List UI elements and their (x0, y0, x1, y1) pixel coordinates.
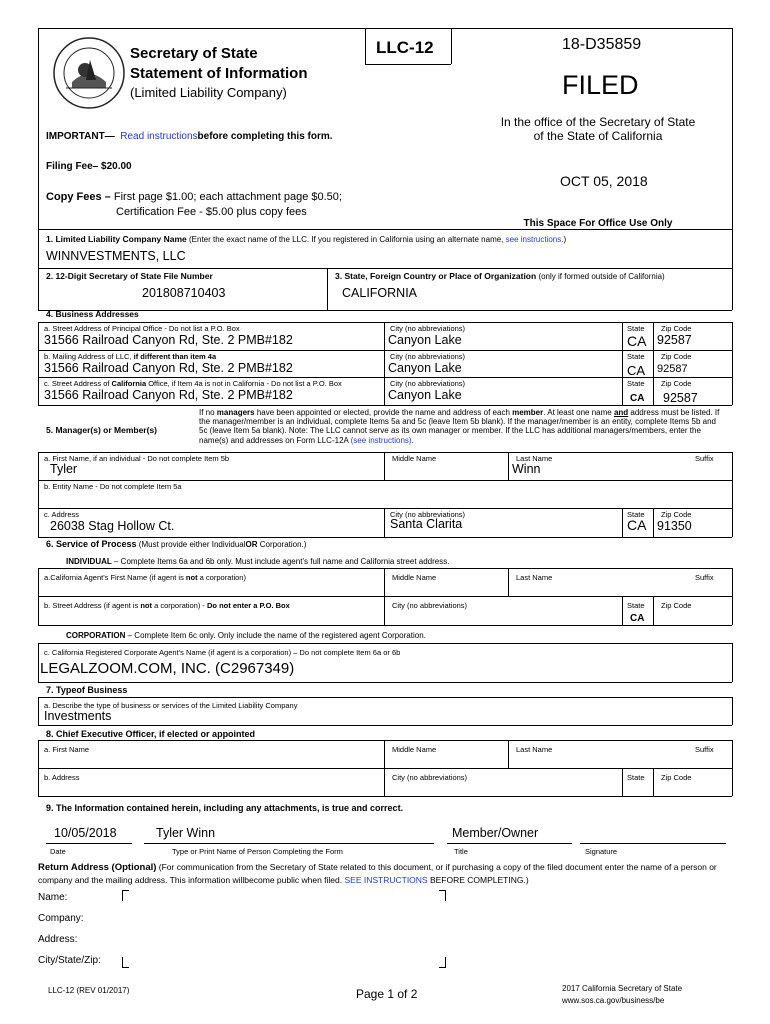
bracket-bottom-right (439, 957, 446, 968)
filing-fee: Filing Fee– $20.00 (46, 161, 132, 172)
llc-name-field[interactable]: WINNVESTMENTS, LLC (46, 249, 186, 263)
mailing-street-field[interactable]: 31566 Railroad Canyon Rd, Ste. 2 PMB#182 (44, 361, 293, 375)
page-number: Page 1 of 2 (356, 987, 418, 1001)
item9-label: 9. The Information contained herein, including any attachments, is true and correct. (46, 803, 404, 813)
item8b-city-label: City (no abbreviations) (392, 773, 468, 782)
business-type-field[interactable]: Investments (44, 709, 112, 723)
mailing-city-field[interactable]: Canyon Lake (388, 361, 462, 375)
item8a-suffix-label: Suffix (695, 745, 714, 754)
item5a-last-label: Last Name (516, 454, 553, 463)
form-title-line1: Secretary of State (130, 45, 258, 62)
item4b-city-label: City (no abbreviations) (390, 352, 466, 361)
principal-zip-field[interactable]: 92587 (657, 333, 692, 347)
member-last-name-field[interactable]: Winn (512, 462, 541, 476)
document-number: 18-D35859 (562, 36, 642, 53)
item4a-city-label: City (no abbreviations) (390, 324, 466, 333)
item8b-zip-label: Zip Code (661, 773, 692, 782)
item1-instructions-link[interactable]: see instructions. (505, 235, 564, 244)
signer-title-field[interactable]: Member/Owner (452, 826, 539, 840)
form-code: LLC-12 (376, 38, 434, 57)
item8-label: 8. Chief Executive Officer, if elected or appointed (46, 729, 256, 739)
principal-street-field[interactable]: 31566 Railroad Canyon Rd, Ste. 2 PMB#182 (44, 333, 293, 347)
bracket-bottom-left (122, 957, 129, 968)
bracket-top-left (122, 890, 129, 901)
item6c-label: c. California Registered Corporate Agent’s Name (if agent is a corporation) – Do not complete Item 6a or 6b (44, 648, 401, 657)
item5-instructions-link[interactable]: (see instructions) (350, 435, 412, 445)
item5a-suffix-label: Suffix (695, 454, 714, 463)
ca-office-state-field[interactable]: CA (630, 393, 645, 404)
ca-office-zip-field[interactable]: 92587 (663, 391, 698, 405)
item4c-zip-label: Zip Code (661, 379, 692, 388)
item6b-label: b. Street Address (if agent is not a corporation) - Do not enter a P.O. Box (44, 601, 290, 610)
item4b-state-label: State (627, 352, 645, 361)
form-revision: LLC-12 (REV 01/2017) (48, 986, 130, 995)
important-label: IMPORTANT— (46, 131, 115, 142)
footer-url[interactable]: www.sos.ca.gov/business/be (562, 996, 665, 1005)
copyright: 2017 California Secretary of State (562, 984, 683, 993)
member-state-field[interactable]: CA (627, 517, 647, 533)
member-first-name-field[interactable]: Tyler (50, 462, 78, 476)
office-use-label: This Space For Office Use Only (523, 218, 673, 229)
copy-fees (46, 191, 342, 203)
member-zip-field[interactable]: 91350 (657, 519, 692, 533)
item4c-city-label: City (no abbreviations) (390, 379, 466, 388)
return-city-label: City/State/Zip: (38, 955, 101, 966)
item5b-label: b. Entity Name - Do not complete Item 5a (44, 482, 182, 491)
corporate-agent-field[interactable]: LEGALZOOM.COM, INC. (C2967349) (40, 660, 295, 677)
item5-instructions: If no managers have been appointed or elected, provide the name and address of each member. At least one name and address must be listed. If the manager/member is an individual, complete Items 5a and 5c (leave Item 5b blank). If the manager/member is an entity, complete Items 5b and 5c (leave Item 5a blank). Note: The LLC cannot serve as its own manager or member. If the LLC has additional managers/members, enter the name(s) and addresses on Form LLC-12A (see instructions). (199, 408, 720, 445)
item2-label: 2. 12-Digit Secretary of State File Number (46, 271, 213, 281)
item4a-label: a. Street Address of Principal Office - Do not list a P.O. Box (44, 324, 240, 333)
item5c-city-label: City (no abbreviations) (390, 510, 466, 519)
return-address-box[interactable] (122, 890, 446, 968)
item5a-middle-label: Middle Name (392, 454, 437, 463)
return-address-note: Return Address (Optional) (For communication from the Secretary of State related to this document, or if purchasing a copy of the filed document enter the name of a person or company and the mailing address. This information willbecome public when filed. SEE INSTRUCTIONS BEFORE COMPLETING.) (38, 862, 717, 885)
item6-label: 6. Service of Process (Must provide either IndividualOR Corporation.) (46, 539, 307, 549)
item8a-middle-label: Middle Name (392, 745, 437, 754)
item4b-label: b. Mailing Address of LLC, if different than item 4a (44, 352, 217, 361)
item8b-state-label: State (627, 773, 645, 782)
item4b-zip-label: Zip Code (661, 352, 692, 361)
item6a-middle-label: Middle Name (392, 573, 437, 582)
item6a-label: a.California Agent's First Name (if agent is not a corporation) (44, 573, 246, 582)
item5a-label: a. First Name, if an individual - Do not complete Item 5b (44, 454, 230, 463)
item5c-state-label: State (627, 510, 645, 519)
member-address-field[interactable]: 26038 Stag Hollow Ct. (50, 519, 175, 533)
copy-fees-label: Copy Fees – (46, 191, 111, 203)
member-city-field[interactable]: Santa Clarita (390, 517, 463, 531)
return-name-label: Name: (38, 892, 68, 903)
organization-place-field[interactable]: CALIFORNIA (342, 286, 418, 300)
item8b-label: b. Address (44, 773, 80, 782)
mailing-state-field[interactable]: CA (627, 363, 646, 378)
item1-label: 1. Limited Liability Company Name (Enter the exact name of the LLC. If you registered in California using an alternate name, see instructions.) (46, 234, 567, 244)
ca-office-city-field[interactable]: Canyon Lake (388, 388, 462, 402)
item4a-state-label: State (627, 324, 645, 333)
signature-field[interactable] (580, 822, 726, 842)
bracket-top-right (439, 890, 446, 901)
date-label: Date (50, 847, 66, 856)
item6b-zip-label: Zip Code (661, 601, 692, 610)
item5-label: 5. Manager(s) or Member(s) (46, 425, 157, 435)
copy-fees-line2: Certification Fee - $5.00 plus copy fees (116, 206, 307, 218)
return-instructions-link[interactable]: SEE INSTRUCTIONS (344, 875, 428, 885)
item6b-city-label: City (no abbreviations) (392, 601, 468, 610)
important-rest: before completing this form. (197, 131, 333, 142)
return-company-label: Company: (38, 913, 84, 924)
agent-state-field[interactable]: CA (630, 613, 645, 624)
item4c-label: c. Street Address of California Office, if Item 4a is not in California - Do not list a P.O. Box (44, 379, 342, 388)
item3-label: 3. State, Foreign Country or Place of Organization (only if formed outside of California) (335, 271, 665, 281)
signature-label: Signature (585, 847, 618, 856)
item5c-label: c. Address (44, 510, 80, 519)
ca-office-street-field[interactable]: 31566 Railroad Canyon Rd, Ste. 2 PMB#182 (44, 388, 293, 402)
principal-state-field[interactable]: CA (627, 333, 647, 349)
return-address-label: Address: (38, 934, 78, 945)
office-line2: of the State of California (533, 129, 663, 143)
important-note (46, 131, 333, 142)
item4a-zip-label: Zip Code (661, 324, 692, 333)
item8a-label: a. First Name (44, 745, 90, 754)
item4-label: 4. Business Addresses (46, 309, 139, 319)
filed-date: OCT 05, 2018 (560, 173, 648, 189)
printed-name-label: Type or Print Name of Person Completing the Form (172, 847, 343, 856)
item4c-state-label: State (627, 379, 645, 388)
item6-individual-note: INDIVIDUAL – Complete Items 6a and 6b only. Must include agent’s full name and California street address. (66, 557, 450, 566)
item6b-state-label: State (627, 601, 645, 610)
item6-corporation-note: CORPORATION – Complete Item 6c only. Only include the name of the registered agent Corporation. (66, 631, 426, 640)
item6a-suffix-label: Suffix (695, 573, 714, 582)
form-title-line2: Statement of Information (130, 65, 308, 82)
principal-city-field[interactable]: Canyon Lake (388, 333, 462, 347)
item7-label: 7. Typeof Business (46, 685, 128, 695)
copy-fees-line1: First page $1.00; each attachment page $0.50; (113, 191, 342, 203)
office-line1: In the office of the Secretary of State (500, 115, 696, 129)
signed-date-field[interactable]: 10/05/2018 (54, 826, 117, 840)
title-label: Title (454, 847, 468, 856)
signer-name-field[interactable]: Tyler Winn (156, 826, 216, 840)
read-instructions-link[interactable]: Read instructions (120, 131, 198, 142)
form-subtitle: (Limited Liability Company) (130, 85, 287, 100)
mailing-zip-field[interactable]: 92587 (657, 363, 688, 375)
item8a-last-label: Last Name (516, 745, 553, 754)
item6a-last-label: Last Name (516, 573, 553, 582)
item7a-label: a. Describe the type of business or services of the Limited Liability Company (44, 701, 298, 710)
state-seal (52, 36, 126, 110)
item5c-zip-label: Zip Code (661, 510, 692, 519)
filed-stamp: FILED (562, 70, 639, 100)
file-number-field[interactable]: 201808710403 (142, 286, 226, 300)
